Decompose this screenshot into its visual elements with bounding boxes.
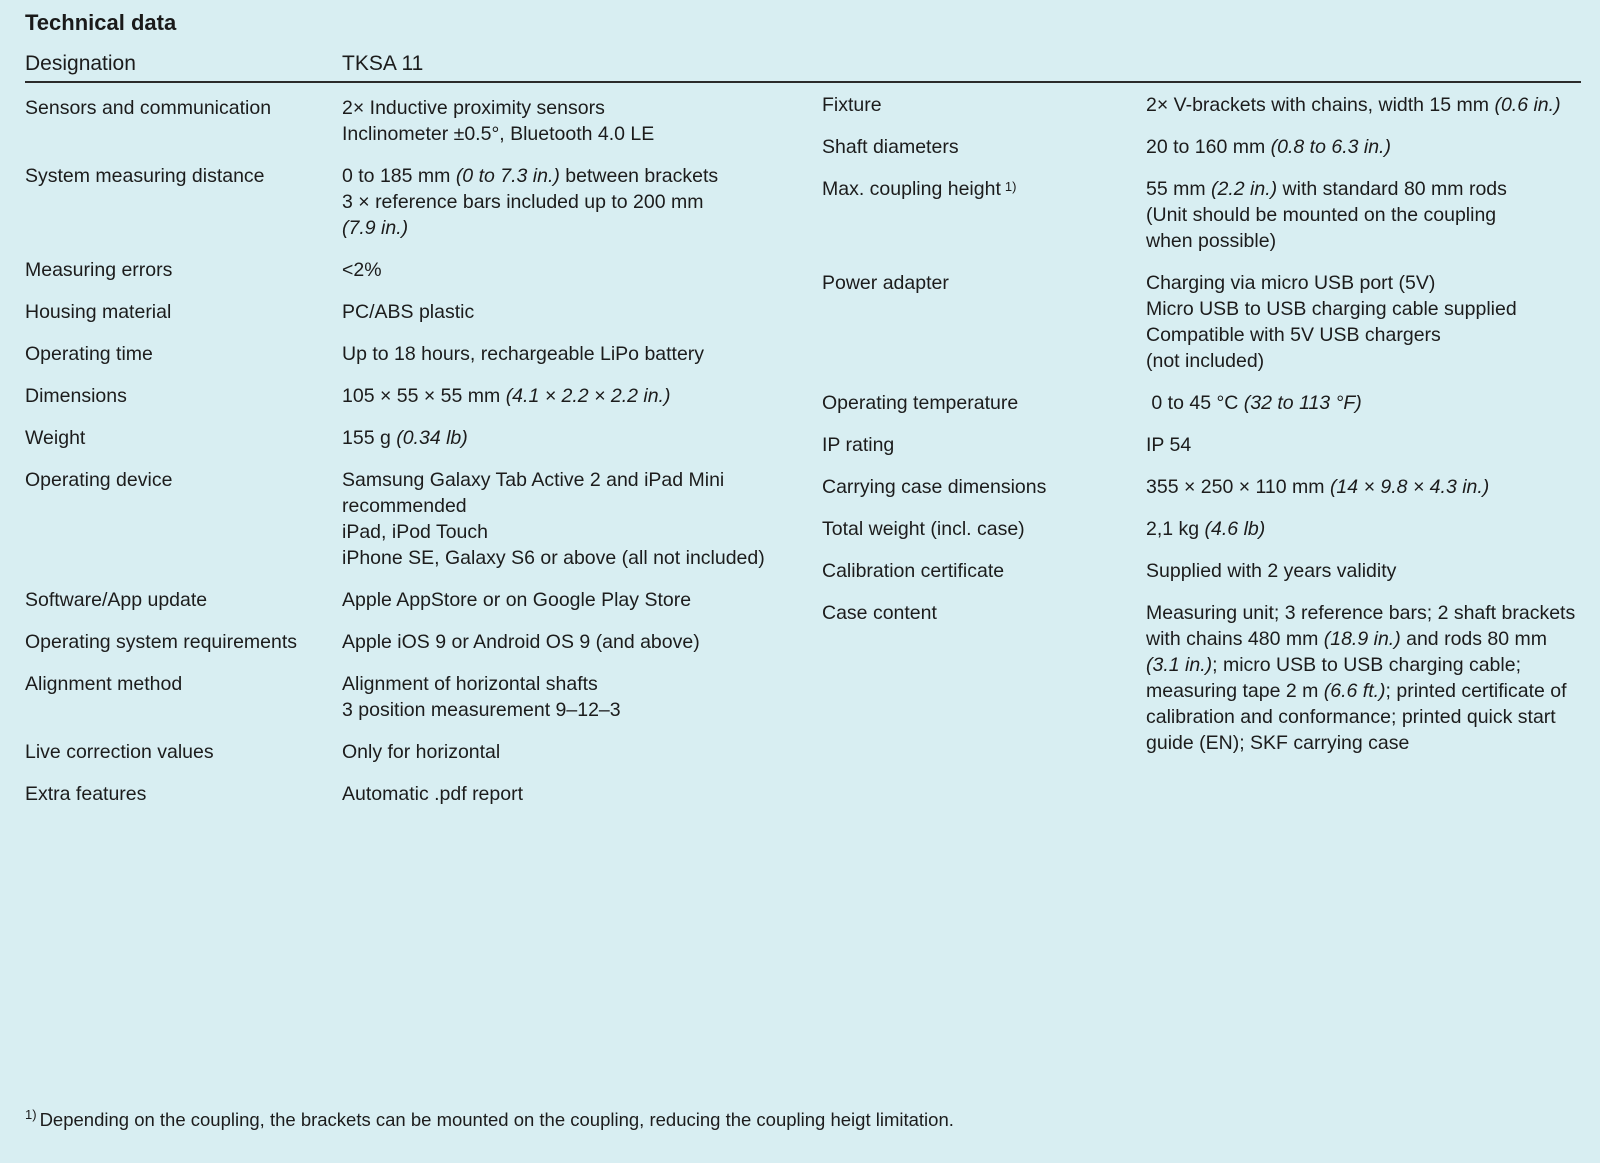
spec-value-line: 155 g (0.34 lb) — [342, 427, 468, 449]
spec-value — [342, 671, 793, 723]
spec-row — [822, 176, 1592, 254]
spec-value — [342, 587, 793, 613]
spec-value-line: with chains 480 mm (18.9 in.) and rods 80 mm — [1146, 628, 1548, 650]
spec-value-line: Apple AppStore or on Google Play Store — [342, 589, 692, 611]
spec-label: Operating device — [25, 469, 173, 491]
spec-label: IP rating — [822, 434, 895, 456]
spec-row — [25, 299, 793, 325]
spec-value — [1146, 474, 1592, 500]
spec-value — [1146, 92, 1592, 118]
spec-value — [342, 299, 793, 325]
spec-label: Weight — [25, 427, 86, 449]
spec-row — [25, 383, 793, 409]
spec-value-line: 105 × 55 × 55 mm (4.1 × 2.2 × 2.2 in.) — [342, 385, 671, 407]
spec-label: Shaft diameters — [822, 136, 959, 158]
spec-row — [25, 781, 793, 807]
spec-label: Dimensions — [25, 385, 127, 407]
spec-value-line: iPad, iPod Touch — [342, 521, 488, 543]
spec-label: Total weight (incl. case) — [822, 518, 1025, 540]
spec-value-line: 355 × 250 × 110 mm (14 × 9.8 × 4.3 in.) — [1146, 476, 1490, 498]
spec-row — [822, 516, 1592, 542]
spec-row — [822, 558, 1592, 584]
spec-row — [25, 671, 793, 723]
spec-value-line: when possible) — [1146, 230, 1277, 252]
spec-value-line: <2% — [342, 259, 382, 281]
spec-row — [25, 739, 793, 765]
spec-label: Alignment method — [25, 673, 183, 695]
spec-label: Calibration certificate — [822, 560, 1005, 582]
spec-value-line: 20 to 160 mm (0.8 to 6.3 in.) — [1146, 136, 1391, 158]
spec-value-line: Compatible with 5V USB chargers — [1146, 324, 1441, 346]
spec-value — [1146, 134, 1592, 160]
footnote — [25, 1109, 954, 1131]
spec-row — [822, 390, 1592, 416]
spec-value-line: Inclinometer ±0.5°, Bluetooth 4.0 LE — [342, 123, 655, 145]
spec-value-line: 2× Inductive proximity sensors — [342, 97, 605, 119]
spec-value — [342, 341, 793, 367]
spec-value — [1146, 516, 1592, 542]
designation-row — [25, 52, 793, 82]
spec-label: Operating temperature — [822, 392, 1019, 414]
spec-label: Power adapter — [822, 272, 949, 294]
spec-value-line: Apple iOS 9 or Android OS 9 (and above) — [342, 631, 700, 653]
spec-value — [1146, 432, 1592, 458]
spec-row — [822, 270, 1592, 374]
spec-label: Sensors and communication — [25, 97, 272, 119]
spec-value-line: Supplied with 2 years validity — [1146, 560, 1397, 582]
spec-value-line: Samsung Galaxy Tab Active 2 and iPad Mini — [342, 469, 725, 491]
spec-value-line: 2× V-brackets with chains, width 15 mm (0.6 in.) — [1146, 94, 1561, 116]
spec-label: Housing material — [25, 301, 172, 323]
spec-row — [822, 474, 1592, 500]
spec-value-line: Micro USB to USB charging cable supplied — [1146, 298, 1517, 320]
spec-row — [25, 425, 793, 451]
spec-value-line: iPhone SE, Galaxy S6 or above (all not included) — [342, 547, 765, 569]
spec-value-line: Automatic .pdf report — [342, 783, 524, 805]
spec-value-line: Only for horizontal — [342, 741, 501, 763]
footnote-text: Depending on the coupling, the brackets can be mounted on the coupling, reducing the coupling heigt limitation. — [39, 1109, 954, 1130]
spec-value — [342, 781, 793, 807]
spec-label: Live correction values — [25, 741, 214, 763]
spec-value — [342, 467, 793, 571]
spec-value-line: 3 position measurement 9–12–3 — [342, 699, 621, 721]
footnote-marker: 1) — [25, 1107, 37, 1122]
spec-value-line: (not included) — [1146, 350, 1265, 372]
spec-value-line: 3 × reference bars included up to 200 mm — [342, 191, 704, 213]
spec-value — [1146, 390, 1592, 416]
spec-value — [1146, 176, 1592, 254]
designation-label: Designation — [25, 52, 136, 75]
spec-value-line: 55 mm (2.2 in.) with standard 80 mm rods — [1146, 178, 1507, 200]
spec-label: Software/App update — [25, 589, 208, 611]
spec-value-line: measuring tape 2 m (6.6 ft.); printed certificate of — [1146, 680, 1567, 702]
spec-value-line: IP 54 — [1146, 434, 1192, 456]
spec-value-line: guide (EN); SKF carrying case — [1146, 732, 1410, 754]
spec-value — [342, 95, 793, 147]
spec-value-line: Measuring unit; 3 reference bars; 2 shaft brackets — [1146, 602, 1576, 624]
spec-value-line: (7.9 in.) — [342, 217, 409, 239]
spec-value — [342, 425, 793, 451]
spec-column-right — [822, 92, 1592, 772]
spec-value — [1146, 600, 1592, 756]
spec-value — [342, 739, 793, 765]
spec-value-line: recommended — [342, 495, 467, 517]
spec-value-line: (Unit should be mounted on the coupling — [1146, 204, 1497, 226]
spec-label: Operating time — [25, 343, 153, 365]
spec-value-line: Up to 18 hours, rechargeable LiPo battery — [342, 343, 705, 365]
spec-label: System measuring distance — [25, 165, 265, 187]
spec-row — [822, 432, 1592, 458]
footnote-ref: 1) — [1004, 179, 1017, 194]
spec-row — [25, 163, 793, 241]
spec-value — [342, 383, 793, 409]
spec-value-line: 0 to 45 °C (32 to 113 °F) — [1146, 392, 1362, 414]
spec-value — [1146, 270, 1592, 374]
spec-value-line: (3.1 in.); micro USB to USB charging cable; — [1146, 654, 1521, 676]
spec-row — [822, 134, 1592, 160]
spec-column-left — [25, 95, 793, 823]
spec-row — [25, 257, 793, 283]
spec-value-line: 0 to 185 mm (0 to 7.3 in.) between brackets — [342, 165, 719, 187]
spec-label: Fixture — [822, 94, 882, 116]
spec-row — [25, 467, 793, 571]
spec-row — [25, 95, 793, 147]
designation-value: TKSA 11 — [342, 52, 424, 75]
header-divider-right — [793, 81, 1581, 83]
spec-value-line: Alignment of horizontal shafts — [342, 673, 598, 695]
spec-value-line: PC/ABS plastic — [342, 301, 475, 323]
spec-value-line: calibration and conformance; printed quick start — [1146, 706, 1556, 728]
spec-label: Carrying case dimensions — [822, 476, 1047, 498]
spec-row — [822, 600, 1592, 756]
spec-row — [25, 629, 793, 655]
spec-label: Operating system requirements — [25, 631, 298, 653]
spec-row — [25, 587, 793, 613]
spec-label: Extra features — [25, 783, 147, 805]
spec-row — [822, 92, 1592, 118]
spec-value — [342, 163, 793, 241]
spec-label: Measuring errors — [25, 259, 173, 281]
page-title: Technical data — [25, 10, 177, 35]
spec-value — [342, 257, 793, 283]
spec-value-line: 2,1 kg (4.6 lb) — [1146, 518, 1266, 540]
spec-value — [1146, 558, 1592, 584]
spec-value — [342, 629, 793, 655]
spec-label: Max. coupling height $^{1)}$ — [822, 178, 1017, 200]
spec-value-line: Charging via micro USB port (5V) — [1146, 272, 1436, 294]
spec-row — [25, 341, 793, 367]
header-divider-left — [25, 81, 793, 83]
spec-label: Case content — [822, 602, 937, 624]
